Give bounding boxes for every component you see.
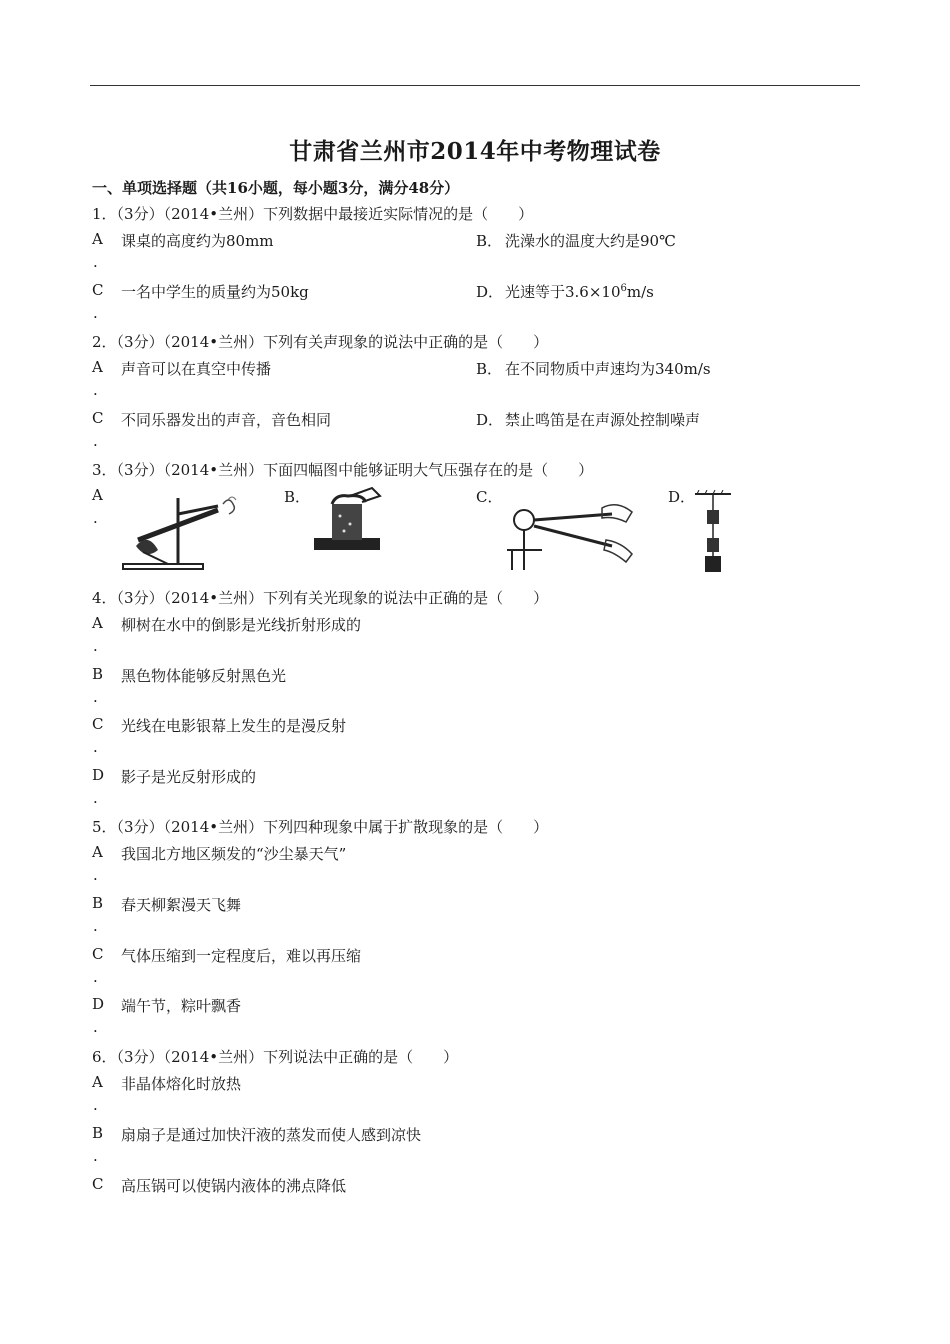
q3-figure-a-burner-stand <box>118 492 243 572</box>
q5-option-a-dot: . <box>93 866 98 884</box>
q3-figure-b-sand-pressure <box>310 486 385 556</box>
q4-option-b-dot: . <box>93 688 98 706</box>
q6-option-a: 非晶体熔化时放热 <box>121 1075 242 1093</box>
question-2-stem: 2．（3分）（2014•兰州）下列有关声现象的说法中正确的是（ ） <box>92 333 549 351</box>
q4-option-c-dot: . <box>93 738 98 756</box>
q2-option-a-label: A <box>92 358 103 376</box>
q6-option-a-dot: . <box>93 1096 98 1114</box>
q5-option-c: 气体压缩到一定程度后，难以再压缩 <box>121 947 362 965</box>
q5-option-d-dot: . <box>93 1018 98 1036</box>
q6-option-c-label: C <box>92 1175 104 1193</box>
q2-option-a: 声音可以在真空中传播 <box>121 360 272 378</box>
q3-option-a-dot: . <box>93 509 98 527</box>
question-1-stem: 1．（3分）（2014•兰州）下列数据中最接近实际情况的是（ ） <box>92 205 534 223</box>
q5-option-b-dot: . <box>93 917 98 935</box>
q5-option-d-label: D <box>92 995 105 1013</box>
q2-option-b-label: B． <box>476 360 503 378</box>
q1-option-a: 课桌的高度约为80mm <box>121 232 274 250</box>
q4-option-b-label: B <box>92 665 104 683</box>
q5-option-b-label: B <box>92 894 104 912</box>
q4-option-a: 柳树在水中的倒影是光线折射形成的 <box>121 616 362 634</box>
q4-option-b: 黑色物体能够反射黑色光 <box>121 667 287 685</box>
q4-option-c: 光线在电影银幕上发生的是漫反射 <box>121 717 347 735</box>
page-title: 甘肃省兰州市2014年中考物理试卷 <box>289 138 661 165</box>
q2-option-b: 在不同物质中声速均为340m/s <box>505 360 711 378</box>
q4-option-d-dot: . <box>93 789 98 807</box>
section-heading: 一、单项选择题（共16小题，每小题3分，满分48分） <box>92 179 460 197</box>
q2-option-c-dot: . <box>93 432 98 450</box>
q2-option-c-label: C <box>92 409 104 427</box>
q5-option-c-label: C <box>92 945 104 963</box>
q6-option-b: 扇扇子是通过加快汗液的蒸发而使人感到凉快 <box>121 1126 422 1144</box>
q4-option-d: 影子是光反射形成的 <box>121 768 257 786</box>
q4-option-c-label: C <box>92 715 104 733</box>
q3-option-a-label: A <box>92 486 103 504</box>
question-3-stem: 3．（3分）（2014•兰州）下面四幅图中能够证明大气压强存在的是（ ） <box>92 461 594 479</box>
q5-option-d: 端午节，粽叶飘香 <box>121 997 242 1015</box>
q3-option-d-label: D． <box>668 488 696 506</box>
q4-option-d-label: D <box>92 766 105 784</box>
q1-option-c: 一名中学生的质量约为50kg <box>121 283 309 301</box>
q1-option-a-label: A <box>92 230 103 248</box>
question-5-stem: 5．（3分）（2014•兰州）下列四种现象中属于扩散现象的是（ ） <box>92 818 549 836</box>
q6-option-b-label: B <box>92 1124 104 1142</box>
header-rule <box>90 85 860 86</box>
q6-option-b-dot: . <box>93 1147 98 1165</box>
q4-option-a-label: A <box>92 614 103 632</box>
q5-option-a: 我国北方地区频发的“沙尘暴天气” <box>121 845 347 863</box>
question-4-stem: 4．（3分）（2014•兰州）下列有关光现象的说法中正确的是（ ） <box>92 589 549 607</box>
q2-option-d-label: D． <box>476 411 504 429</box>
q1-option-d: 光速等于$3.6\times 10^6m/s$ <box>505 283 654 301</box>
q1-option-a-dot: . <box>93 253 98 271</box>
q2-option-c: 不同乐器发出的声音，音色相同 <box>121 411 332 429</box>
q6-option-a-label: A <box>92 1073 103 1091</box>
q5-option-b: 春天柳絮漫天飞舞 <box>121 896 242 914</box>
q3-option-b-label: B． <box>284 488 311 506</box>
q3-figure-c-hemispheres <box>502 490 637 575</box>
q1-option-c-dot: . <box>93 304 98 322</box>
q3-option-c-label: C． <box>476 488 503 506</box>
q1-option-b-label: B． <box>476 232 503 250</box>
q1-option-d-label: D． <box>476 283 504 301</box>
q5-option-c-dot: . <box>93 968 98 986</box>
q5-option-a-label: A <box>92 843 103 861</box>
q4-option-a-dot: . <box>93 637 98 655</box>
q1-option-b: 洗澡水的温度大约是90℃ <box>505 232 676 250</box>
q1-option-c-label: C <box>92 281 104 299</box>
q2-option-a-dot: . <box>93 381 98 399</box>
question-6-stem: 6．（3分）（2014•兰州）下列说法中正确的是（ ） <box>92 1048 459 1066</box>
q6-option-c: 高压锅可以使锅内液体的沸点降低 <box>121 1177 347 1195</box>
q3-figure-d-hanging-weights <box>693 490 733 575</box>
q2-option-d: 禁止鸣笛是在声源处控制噪声 <box>505 411 701 429</box>
